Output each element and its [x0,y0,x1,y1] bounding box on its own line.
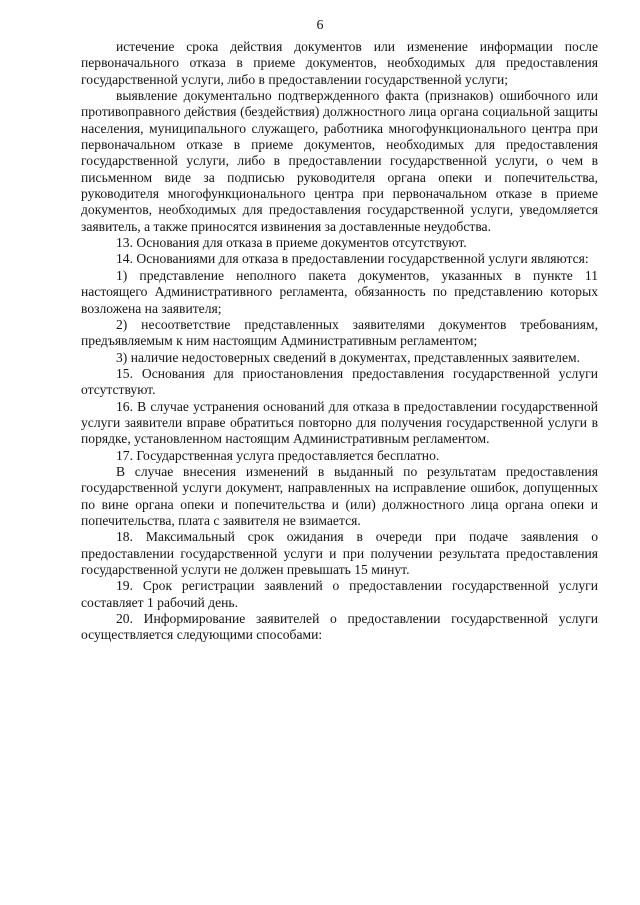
paragraph: 20. Информирование заявителей о предоставлении государственной услуги осуществляется следующими способами: [81,611,598,643]
paragraph: 2) несоответствие представленных заявителями документов требованиям, предъявляемым к ним настоящим Административным регламентом; [81,316,598,349]
paragraph: 19. Срок регистрации заявлений о предоставлении государственной услуги составляет 1 рабочий день. [81,578,598,610]
document-body [81,39,598,644]
paragraph: 16. В случае устранения оснований для отказа в предоставлении государственной услуги заявители вправе обратиться повторно для получения государственной услуги в порядке, установленном настоящим Административным регламентом. [81,398,598,447]
paragraph: 3) наличие недостоверных сведений в документах, представленных заявителем. [116,349,580,365]
paragraph: В случае внесения изменений в выданный по результатам предоставления государственной услуги документ, направленных на исправление ошибок, допущенных по вине органа опеки и попечительства и (или) должностного лица органа опеки и попечительства, плата с заявителя не взимается. [81,463,598,528]
paragraph: выявление документально подтвержденного факта (признаков) ошибочного или противоправного действия (бездействия) должностного лица органа социальной защиты населения, муниципального служащего, работника многофункционального центра при первоначальном отказе в приеме документов, необходимых для предоставления государственной услуги, либо в предоставлении государственной услуги, о чем в письменном виде за подписью руководителя органа опеки и попечительства, руководителя многофункционального центра при первоначальном отказе в приеме документов, необходимых для предоставления государственной услуги, уведомляется заявитель, а также приносятся извинения за доставленные неудобства. [81,88,598,234]
paragraph: 15. Основания для приостановления предоставления государственной услуги отсутствуют. [81,365,598,398]
paragraph: 14. Основаниями для отказа в предоставлении государственной услуги являются: [116,251,589,267]
page-number: 6 [316,18,324,33]
paragraph: 17. Государственная услуга предоставляется бесплатно. [116,447,440,463]
paragraph: 1) представление неполного пакета документов, указанных в пункте 11 настоящего Административного регламента, обязанность по представлению которых возложена на заявителя; [81,267,598,316]
paragraph: истечение срока действия документов или изменение информации после первоначального отказа в приеме документов, необходимых для предоставления государственной услуги, либо в предоставлении государственной услуги; [81,39,598,87]
paragraph: 18. Максимальный срок ожидания в очереди при подаче заявления о предоставлении государственной услуги и при получении результата предоставления государственной услуги не должен превышать 15 минут. [81,529,598,577]
paragraph: 13. Основания для отказа в приеме документов отсутствуют. [116,235,467,251]
